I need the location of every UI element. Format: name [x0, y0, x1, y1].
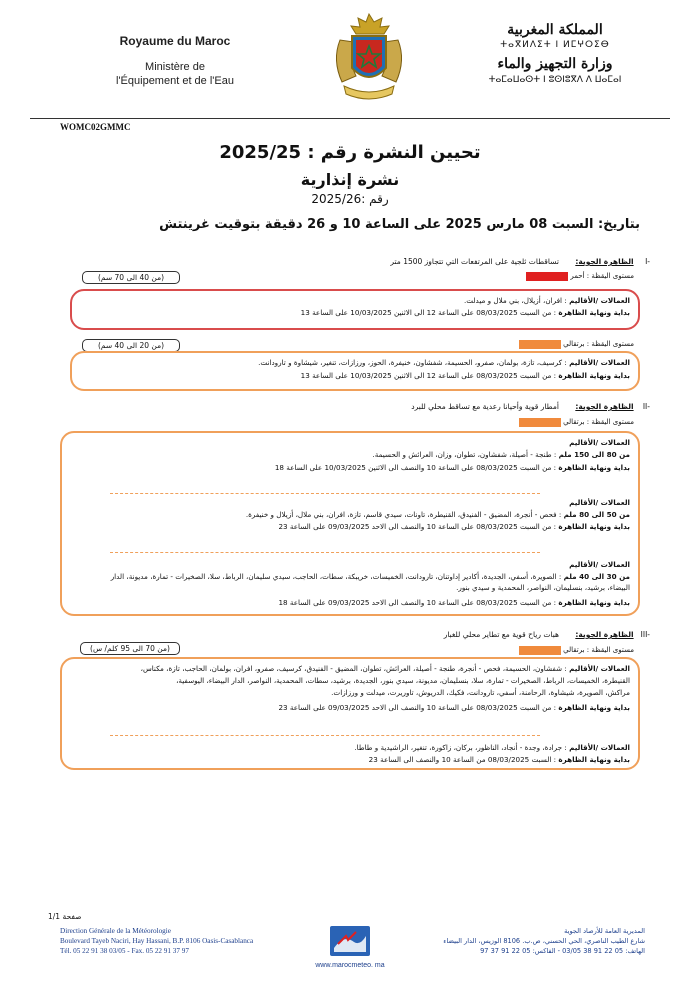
section-2-g1-regions: طنجة - أصيلة، شفشاون، تطوان، وزان، العرائش و الحسيمة.: [372, 450, 552, 459]
header-ar-ministry: وزارة التجهيز والماء: [497, 56, 613, 72]
level-red-swatch: [526, 272, 568, 281]
level-orange-swatch: [519, 418, 561, 427]
section-2-label: الظاهرة الجوية:: [575, 402, 634, 411]
section-2-g3-regions-line1: الصويرة، أسفي، الجديدة، أكادير إداوتنان، تارودانت، الخميسات، خريبكة، سطات، الحاجب، سيدي سليمان، الرباط، سلا، الصخيرات - تمارة، مديونة، الدار: [110, 572, 557, 581]
level-orange-label: مستوى اليقظة : برتقالي: [563, 646, 634, 654]
duration-label: بداية ونهاية الظاهرة: [558, 463, 630, 472]
royal-coat-of-arms-emblem: [326, 10, 412, 104]
bulletin-date: بتاريخ: السبت 08 مارس 2025 على الساعة 10 و 26 دقيقة بتوقيت غرينتش: [159, 217, 640, 232]
separator: [110, 493, 540, 494]
section-1-red-regions: افران، أزيلال، بني ملال و ميدلت.: [464, 296, 563, 305]
section-3-g1-duration: من السبت 08/03/2025 على الساعة 10 والنصف الى الاحد 09/03/2025 على الساعة 23: [278, 703, 552, 712]
duration-label: بداية ونهاية الظاهرة: [558, 703, 630, 712]
header-ar-kingdom: المملكة المغربية: [507, 22, 603, 38]
regions-label: العمالات /الأقاليم: [569, 498, 630, 507]
footer-ar-line1: المديرية العامة للأرصاد الجوية: [564, 927, 645, 935]
header-tifinagh-ministry: ⵜⴰⵎⴰⵡⴰⵙⵜ ⵏ ⵓⵙⵏⵓⴳⴷ ⴷ ⵡⴰⵎⴰⵏ: [488, 75, 622, 85]
section-2-g2-regions: فحص - أنجرة، المضيق - الفنيدق، القنيطرة، تاونات، سيدي قاسم، تازة، افران، بني ملال، أزيلال و خنيفرة.: [245, 510, 557, 519]
duration-label: بداية ونهاية الظاهرة: [558, 308, 630, 317]
regions-label: العمالات /الأقاليم: [569, 296, 630, 305]
section-2-group-2-regions-row: من 50 الى 80 ملم : فحص - أنجرة، المضيق - الفنيدق، القنيطرة، تاونات، سيدي قاسم، تازة، افران، بني ملال، أزيلال و خنيفرة.: [245, 510, 630, 519]
section-1-level-red: [334, 271, 634, 281]
separator: [110, 552, 540, 553]
footer-fr-line1: Direction Générale de la Météorologie: [60, 927, 171, 935]
section-1-orange-regions-row: العمالات /الأقاليم : كرسيف، تازة، بولمان، صفرو، الحسيمة، شفشاون، خنيفرة، الحوز، ورزازات، تنغير، شيشاوة و تارودانت.: [258, 358, 630, 367]
page-number: صفحة 1/1: [48, 912, 82, 921]
section-2-g3-duration: من السبت 08/03/2025 على الساعة 10 والنصف الى الاحد 09/03/2025 على الساعة 18: [278, 598, 552, 607]
level-orange-label: مستوى اليقظة : برتقالي: [563, 418, 634, 426]
footer-french-address: [60, 926, 253, 956]
section-2-group-2-label: [70, 498, 630, 508]
section-2-number: -II: [642, 402, 650, 411]
section-3-header: [90, 630, 650, 639]
section-1-number: -I: [645, 257, 650, 266]
section-2-group-3-label: [70, 560, 630, 570]
duration-label: بداية ونهاية الظاهرة: [558, 522, 630, 531]
section-3-group-2-regions-row: العمالات /الأقاليم : جرادة، وجدة - أنجاد، الناظور، بركان، زاكورة، تنغير، الراشيدية و طاطا.: [354, 743, 630, 752]
regions-label: العمالات /الأقاليم: [569, 664, 630, 673]
section-3-range: (من 70 الى 95 كلم/ س): [80, 642, 180, 655]
section-1-red-range: (من 40 الى 70 سم): [82, 271, 180, 284]
level-red-label: مستوى اليقظة : أحمر: [570, 272, 634, 280]
section-1-level-orange: [334, 339, 634, 349]
level-orange-label: مستوى اليقظة : برتقالي: [563, 340, 634, 348]
section-3-g2-duration: السبت 08/03/2025 من الساعة 10 والنصف الى الساعة 23: [368, 755, 552, 764]
regions-label: العمالات /الأقاليم: [569, 560, 630, 569]
section-1-orange-duration-row: بداية ونهاية الظاهرة : من السبت 08/03/2025 على الساعة 12 الى الاثنين 10/03/2025 على الساعة 13: [300, 371, 630, 380]
section-3-g2-regions: جرادة، وجدة - أنجاد، الناظور، بركان، زاكورة، تنغير، الراشيدية و طاطا.: [354, 743, 563, 752]
section-3-phenomenon: هبات رياح قوية مع تطاير محلي للغبار: [443, 630, 559, 639]
section-2-group-3-duration-row: بداية ونهاية الظاهرة : من السبت 08/03/2025 على الساعة 10 والنصف الى الاحد 09/03/2025 على الساعة 18: [278, 598, 630, 607]
header-french-block: [95, 34, 255, 88]
section-1-red-duration: من السبت 08/03/2025 على الساعة 12 الى الاثنين 10/03/2025 على الساعة 13: [300, 308, 552, 317]
bulletin-title: نشرة إنذارية: [300, 170, 400, 189]
header-fr-ministry-line2: l'Équipement et de l'Eau: [116, 75, 234, 87]
header-divider: [30, 118, 670, 119]
bulletin-number: رقم :2025/26: [311, 192, 389, 206]
separator: [110, 735, 540, 736]
marocmeteo-logo-icon: [328, 924, 372, 960]
document-code: WOMC02GMMC: [60, 122, 131, 132]
section-2-g2-range: من 50 الى 80 ملم: [563, 510, 630, 519]
footer-arabic-address: [435, 926, 645, 956]
section-1-label: الظاهرة الجوية:: [575, 257, 634, 266]
section-2-g1-range: من 80 الى 150 ملم: [558, 450, 630, 459]
level-orange-swatch: [519, 646, 561, 655]
section-2-group-1-duration-row: بداية ونهاية الظاهرة : من السبت 08/03/2025 على الساعة 10 والنصف الى الاثنين 10/03/2025 على الساعة 18: [274, 463, 630, 472]
section-1-orange-regions: كرسيف، تازة، بولمان، صفرو، الحسيمة، شفشاون، خنيفرة، الحوز، ورزازات، تنغير، شيشاوة و تارودانت.: [258, 358, 563, 367]
regions-label: العمالات /الأقاليم: [569, 358, 630, 367]
header-arabic-block: [465, 22, 645, 85]
section-2-g1-duration: من السبت 08/03/2025 على الساعة 10 والنصف الى الاثنين 10/03/2025 على الساعة 18: [274, 463, 552, 472]
section-2-group-1-label: [70, 438, 630, 448]
section-2-phenomenon: أمطار قوية وأحيانا رعدية مع تساقط محلي للبرد: [411, 402, 559, 411]
section-3-group-2-duration-row: بداية ونهاية الظاهرة : السبت 08/03/2025 من الساعة 10 والنصف الى الساعة 23: [368, 755, 630, 764]
section-1-phenomenon: تساقطات ثلجية على المرتفعات التي تتجاوز 1500 متر: [390, 257, 559, 266]
regions-label: العمالات /الأقاليم: [569, 438, 630, 447]
section-1-red-regions-row: العمالات /الأقاليم : افران، أزيلال، بني ملال و ميدلت.: [464, 296, 630, 305]
footer-fr-line2: Boulevard Tayeb Naciri, Hay Hassani, B.P. 8106 Oasis-Casablanca: [60, 937, 254, 945]
section-2-g2-duration: من السبت 08/03/2025 على الساعة 10 والنصف الى الاحد 09/03/2025 على الساعة 23: [278, 522, 552, 531]
duration-label: بداية ونهاية الظاهرة: [558, 755, 630, 764]
header-tifinagh-kingdom: ⵜⴰⴳⵍⴷⵉⵜ ⵏ ⵍⵎⵖⵔⵉⴱ: [500, 40, 610, 50]
section-1-orange-range: (من 20 الى 40 سم): [82, 339, 180, 352]
section-2-g3-range: من 30 الى 40 ملم: [563, 572, 630, 581]
section-1-header: [90, 257, 650, 266]
section-1-orange-duration: من السبت 08/03/2025 على الساعة 12 الى الاثنين 10/03/2025 على الساعة 13: [300, 371, 552, 380]
section-2-header: [90, 402, 650, 411]
section-3-g1-regions-line2: القنيطرة، الخميسات، الرباط، الصخيرات - تمارة، سلا، بنسليمان، مديونة، سيدي بنور، الجديدة، برشيد، سطات، المحمدية، النواصر، الدار البيضاء، اليوسفية،: [176, 676, 630, 685]
section-2-group-3-regions-row: من 30 الى 40 ملم : الصويرة، أسفي، الجديدة، أكادير إداوتنان، تارودانت، الخميسات، خريبكة، سطات، الحاجب، سيدي سليمان، الرباط، سلا، الصخيرات - تمارة، مديونة، الدار: [110, 572, 630, 581]
duration-label: بداية ونهاية الظاهرة: [558, 598, 630, 607]
regions-label: العمالات /الأقاليم: [569, 743, 630, 752]
duration-label: بداية ونهاية الظاهرة: [558, 371, 630, 380]
header-fr-ministry-line1: Ministère de: [145, 61, 205, 73]
section-3-group-1-duration-row: بداية ونهاية الظاهرة : من السبت 08/03/2025 على الساعة 10 والنصف الى الاحد 09/03/2025 على الساعة 23: [278, 703, 630, 712]
section-2-g3-regions-line2: البيضاء، برشيد، بنسليمان، النواصر، المحمدية و سيدي بنور.: [456, 583, 630, 592]
level-orange-swatch: [519, 340, 561, 349]
section-1-red-duration-row: بداية ونهاية الظاهرة : من السبت 08/03/2025 على الساعة 12 الى الاثنين 10/03/2025 على الساعة 13: [300, 308, 630, 317]
header-fr-ministry: [95, 60, 255, 88]
section-3-number: -III: [640, 630, 650, 639]
update-title: تحيين النشرة رقم : 2025/25: [219, 142, 481, 163]
section-2-group-2-duration-row: بداية ونهاية الظاهرة : من السبت 08/03/2025 على الساعة 10 والنصف الى الاحد 09/03/2025 على الساعة 23: [278, 522, 630, 531]
section-2-group-1-regions-row: من 80 الى 150 ملم : طنجة - أصيلة، شفشاون، تطوان، وزان، العرائش و الحسيمة.: [372, 450, 630, 459]
section-3-g1-regions-line3: مراكش، الصويرة، شيشاوة، الرحامنة، أسفي، تارودانت، فكيك، الدريوش، تاوريرت، ميدلت و ورزازات.: [331, 688, 630, 697]
section-3-group-1-regions-row: العمالات /الأقاليم : شفشاون، الحسيمة، فحص - أنجرة، طنجة - أصيلة، العرائش، تطوان، المضيق - الفنيدق، كرسيف، صفرو، افران، بولمان، الحاجب، تازة، مكناس،: [140, 664, 630, 673]
footer-ar-line3: الهاتف: 05 22 91 38 03/05 - الفاكس: 05 22 91 37 97: [480, 947, 645, 955]
footer-fr-line3: Tél. 05 22 91 38 03/05 - Fax. 05 22 91 37 97: [60, 947, 189, 955]
section-2-level-orange: [334, 417, 634, 427]
footer-ar-line2: شارع الطيب الناصري، الحي الحسني، ص.ب. 8106 الوزيس، الدار البيضاء: [443, 937, 645, 945]
footer-website-link[interactable]: www.marocmeteo. ma: [315, 962, 385, 969]
section-3-g1-regions-line1: شفشاون، الحسيمة، فحص - أنجرة، طنجة - أصيلة، العرائش، تطوان، المضيق - الفنيدق، كرسيف، صفرو، افران، بولمان، الحاجب، تازة، مكناس،: [140, 664, 563, 673]
section-3-level-orange: [334, 645, 634, 655]
header-fr-kingdom: Royaume du Maroc: [119, 34, 231, 48]
section-3-label: الظاهرة الجوية:: [575, 630, 634, 639]
